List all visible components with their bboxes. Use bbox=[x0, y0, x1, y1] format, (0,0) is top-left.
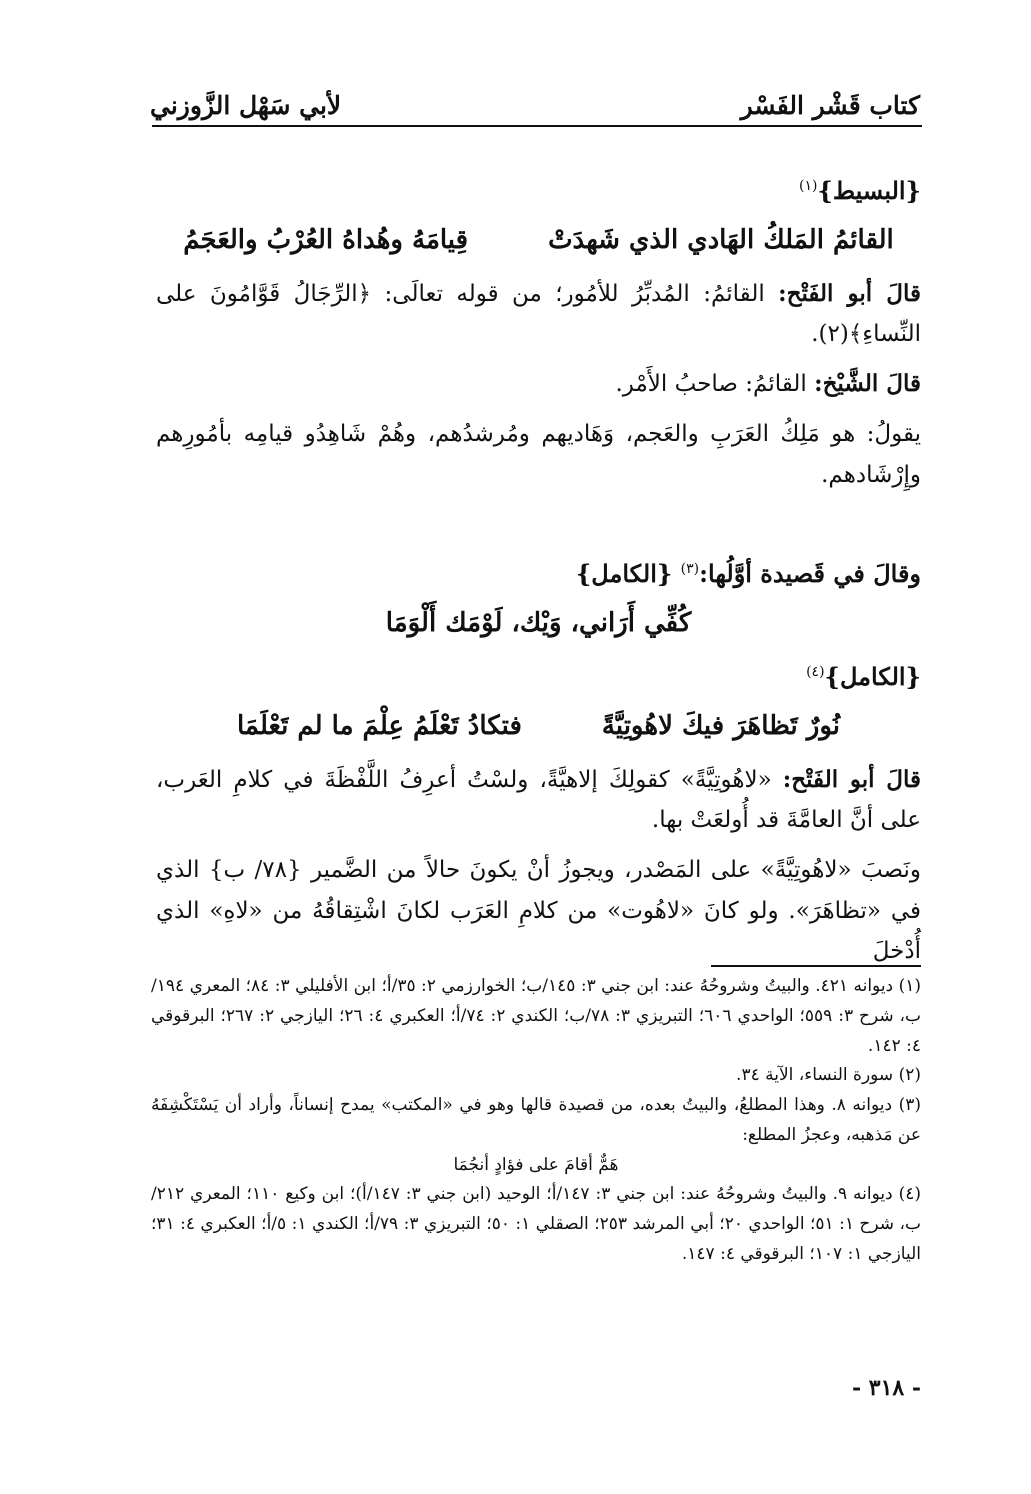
verse-hemistich-2: فتكادُ تَعْلَمُ عِلْمَ ما لم تَعْلَمَا bbox=[236, 711, 522, 742]
meter-label-text: {البسيط} bbox=[817, 176, 921, 205]
verse-hemistich-1: كُفِّي أَرَاني، وَيْك، لَوْمَك أَلْوَمَا bbox=[385, 607, 692, 638]
meter-label-text: {الكامل} bbox=[575, 558, 673, 588]
meter-label-1 bbox=[156, 170, 921, 212]
section-gap bbox=[156, 505, 921, 553]
main-text bbox=[156, 170, 921, 981]
speaker-name: قالَ أبو الفَتْح: bbox=[778, 279, 922, 307]
paragraph-text: «لاهُوتِيَّةً» كقولِكَ إلاهيَّةً، ولسْتُ أعرِفُ اللَّفْظَةَ في كلامِ العَرب، على أنَّ العامَّةَ قد أُولعَتْ بها. bbox=[156, 766, 921, 833]
footnote-2: (٢) سورة النساء، الآية ٣٤. bbox=[736, 1065, 921, 1086]
book-title: كتاب قَشْر الفَسْر bbox=[740, 91, 920, 120]
heading-text: وقالَ في قَصيدة أوَّلُها: bbox=[699, 558, 921, 588]
commentary-paragraph bbox=[156, 760, 921, 841]
paragraph-text: القائمُ: المُدبِّرُ للأمُور؛ من قوله تعالَى: ﴿الرِّجَالُ قَوَّامُونَ على النِّساءِ﴾(٢). bbox=[156, 280, 921, 347]
footnote-1: (١) ديوانه ٤٢١. والبيتُ وشروحُهُ عند: ابن جني ٣: ١٤٥/ب؛ الخوارزمي ٢: ٣٥/أ؛ ابن الأفليلي ٣: ٨٤؛ المعري ١٩٤/ب، شرح ٣: ٥٥٩؛ الواحدي ٦٠٦؛ التبريزي ٣: ٧٨/ب؛ الكندي ٢: ٧٤/أ؛ العكبري ٤: ٢٦؛ اليازجي ٢: ٢٦٧؛ البرقوقي ٤: ١٤٢. bbox=[151, 976, 921, 1056]
commentary-paragraph: يقولُ: هو مَلِكُ العَرَبِ والعَجم، وَهَاديهم ومُرشدُهم، وهُمْ شَاهِدُو قيامِه بأمُورِهم وإِرْشَادهم. bbox=[156, 421, 921, 488]
footnote-3-verse: هَمٌّ أقامَ على فؤادٍ أنجُمَا bbox=[453, 1154, 619, 1175]
verse-hemistich-2: قِيامَهُ وهُداهُ العُرْبُ والعَجَمُ bbox=[183, 225, 469, 255]
footnote-4: (٤) ديوانه ٩. والبيتُ وشروحُهُ عند: ابن جني ٣: ١٤٧/أ؛ الوحيد (ابن جني ٣: ١٤٧/أ)؛ ابن وكيع ١١٠؛ المعري ٢١٢/ب، شرح ١: ٥١؛ الواحدي ٢٠؛ أبي المرشد ٢٥٣؛ الصقلي ١: ٥٠؛ التبريزي ٣: ٧٩/أ؛ الكندي ١: ٥/أ؛ العكبري ٤: ٣١؛ اليازجي ١: ١٠٧؛ البرقوقي ٤: ١٤٧. bbox=[151, 1184, 922, 1264]
commentary-paragraph: ونَصبَ «لاهُوتِيَّةً» على المَصْدر، ويجوزُ أنْ يكونَ حالاً من الضَّمير {٧٨/ ب} الذي في «تظاهَرَ». ولو كانَ «لاهُوت» من كلامِ العَرَب لكانَ اشْتِقاقُهُ من «لاهِ» الذي أُدْخلَ bbox=[156, 857, 921, 964]
speaker-name: قالَ أبو الفَتْح: bbox=[782, 765, 922, 793]
speaker-name: قالَ الشَّيْخ: bbox=[814, 370, 921, 397]
footnote-ref: (٤) bbox=[806, 664, 825, 681]
author-name: لأبي سَهْل الزَّوزني bbox=[150, 91, 342, 120]
page-number: - ٣١٨ - bbox=[851, 1375, 921, 1401]
meter-label-3 bbox=[156, 656, 921, 698]
poem-heading bbox=[156, 553, 921, 595]
verse-1 bbox=[156, 218, 921, 264]
footnote-3: (٣) ديوانه ٨. وهذا المطلعُ، والبيتُ بعده، من قصيدة قالها وهو في «المكتب» يمدح إنساناً، وأراد أن يَسْتَكْشِفَهُ عن مَذهبه، وعجزُ المطلع: bbox=[151, 1095, 921, 1145]
verse-3 bbox=[156, 704, 921, 750]
commentary-paragraph bbox=[156, 364, 921, 404]
footnotes bbox=[151, 972, 921, 1270]
verse-hemistich-1: القائمُ المَلكُ الهَادي الذي شَهدَتْ bbox=[548, 225, 894, 255]
footnote-ref: (١) bbox=[799, 178, 818, 194]
footnote-ref: (٣) bbox=[680, 560, 700, 577]
verse-hemistich-1: نُورٌ تَظاهَرَ فيكَ لاهُوتِيَّةً bbox=[601, 711, 841, 742]
commentary-paragraph bbox=[156, 274, 921, 355]
verse-2 bbox=[156, 601, 921, 647]
header-rule bbox=[152, 125, 922, 127]
meter-label-text: {الكامل} bbox=[824, 662, 921, 692]
running-header bbox=[150, 86, 920, 120]
paragraph-text: القائمُ: صاحبُ الأَمْر. bbox=[615, 371, 807, 397]
footnote-rule bbox=[711, 965, 921, 967]
